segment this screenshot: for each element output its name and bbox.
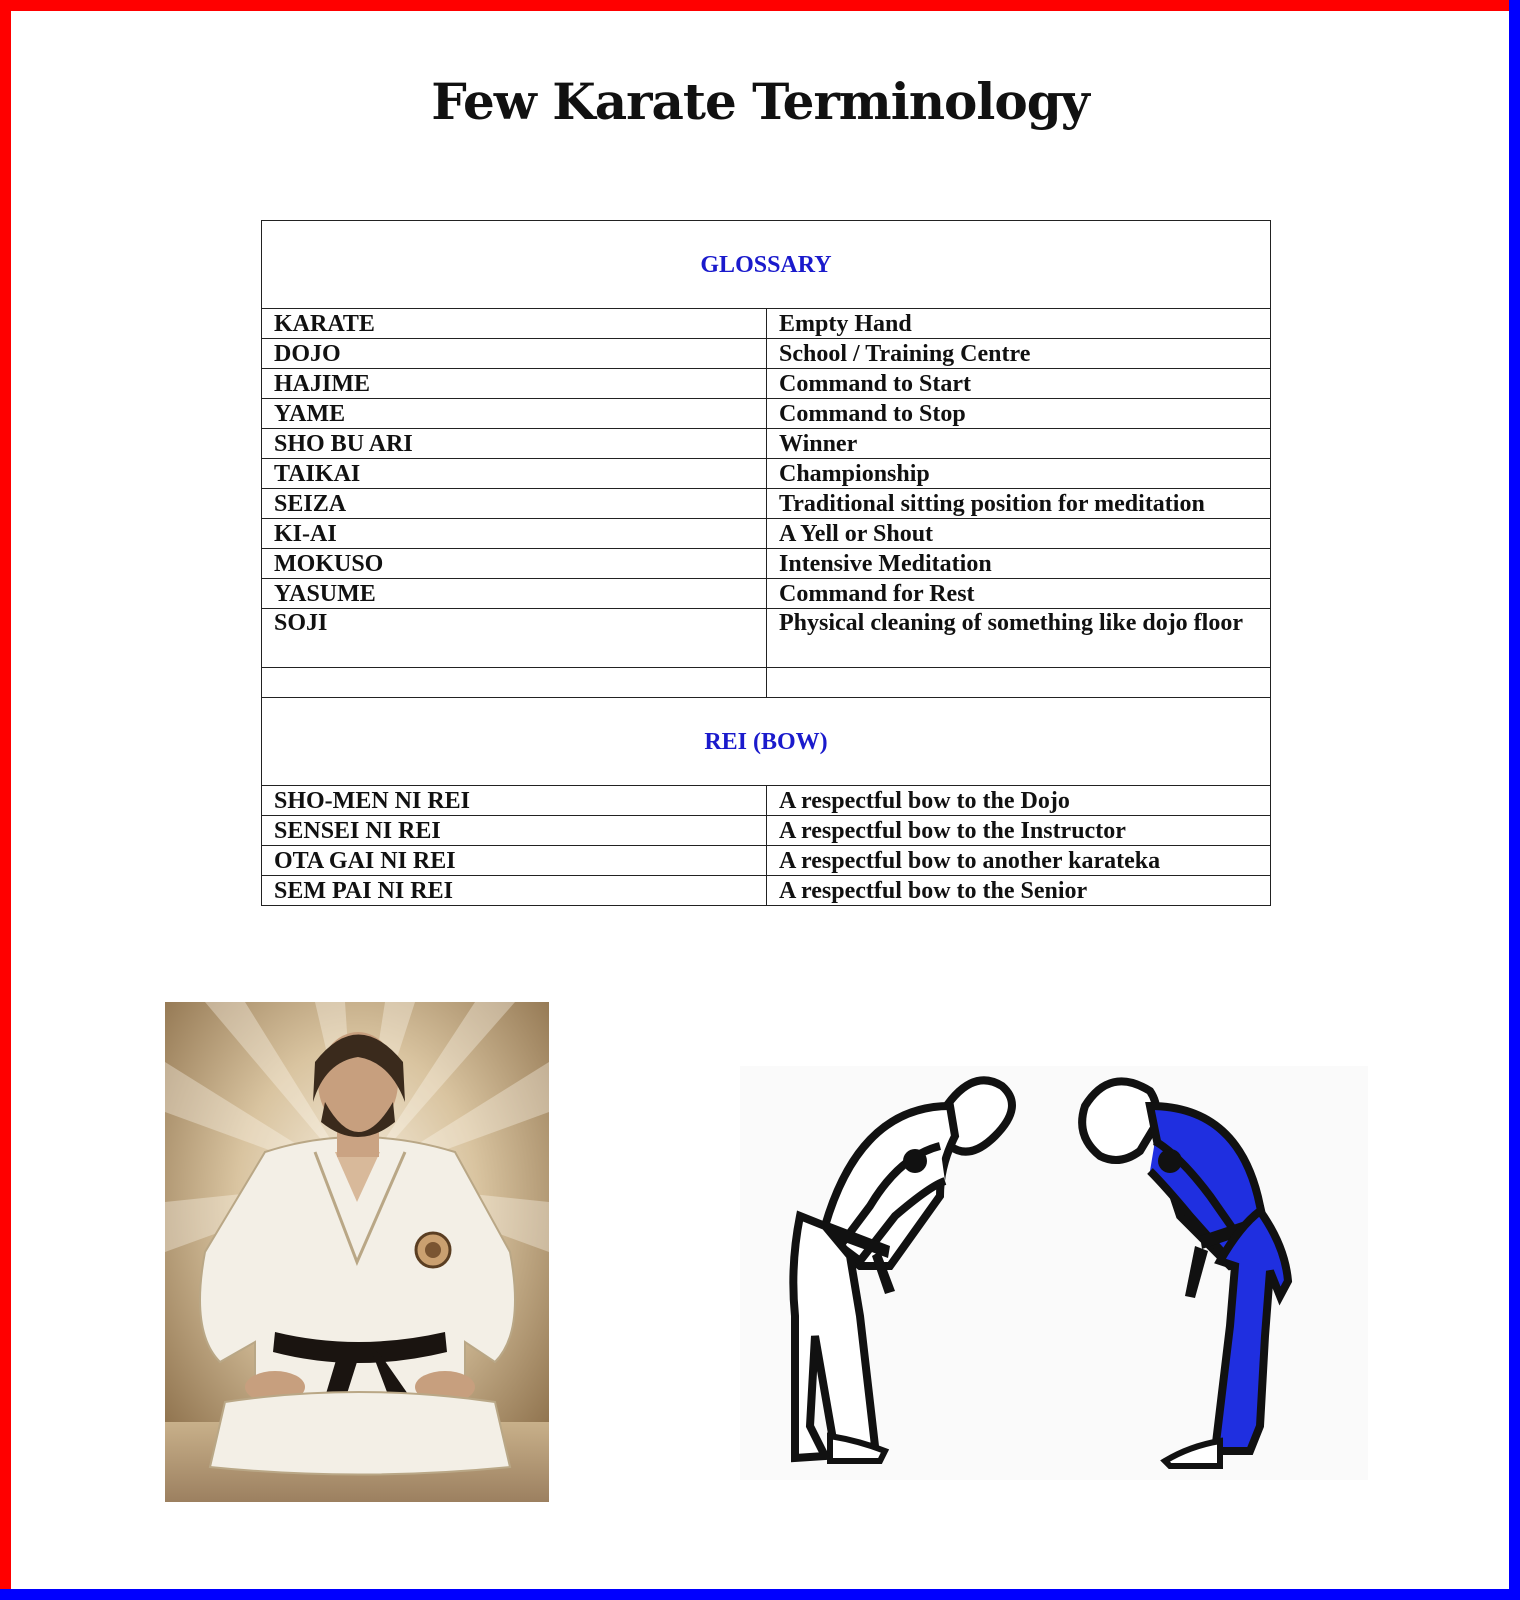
rei-heading: REI (BOW) — [262, 698, 1271, 786]
meaning-cell: Command to Stop — [767, 399, 1271, 429]
meaning-cell: Winner — [767, 429, 1271, 459]
table-row — [262, 489, 1271, 519]
right-bowing-figure — [1082, 1081, 1288, 1466]
term-cell: SOJI — [262, 609, 767, 668]
border-right-blue — [1509, 0, 1520, 1600]
meaning-cell: Command to Start — [767, 369, 1271, 399]
left-bowing-figure — [793, 1080, 1012, 1461]
table-row — [262, 816, 1271, 846]
table-row — [262, 309, 1271, 339]
meaning-cell: Intensive Meditation — [767, 549, 1271, 579]
table-row — [262, 609, 1271, 668]
term-cell: DOJO — [262, 339, 767, 369]
meaning-cell: Traditional sitting position for meditation — [767, 489, 1271, 519]
term-cell: SHO-MEN NI REI — [262, 786, 767, 816]
table-row — [262, 579, 1271, 609]
glossary-heading-row — [262, 221, 1271, 309]
term-cell: KARATE — [262, 309, 767, 339]
term-cell: SHO BU ARI — [262, 429, 767, 459]
table-row — [262, 549, 1271, 579]
page-title: Few Karate Terminology — [431, 72, 1089, 131]
border-bottom-blue — [0, 1589, 1520, 1600]
empty-row — [262, 668, 1271, 698]
meaning-cell: A respectful bow to the Dojo — [767, 786, 1271, 816]
table-row — [262, 876, 1271, 906]
meaning-cell: A respectful bow to the Senior — [767, 876, 1271, 906]
term-cell: MOKUSO — [262, 549, 767, 579]
term-cell: SEIZA — [262, 489, 767, 519]
meaning-cell: Championship — [767, 459, 1271, 489]
term-cell: YAME — [262, 399, 767, 429]
meaning-cell: A respectful bow to the Instructor — [767, 816, 1271, 846]
term-cell: SENSEI NI REI — [262, 816, 767, 846]
bowing-figures-illustration — [740, 1066, 1368, 1480]
meaning-cell: School / Training Centre — [767, 339, 1271, 369]
border-left-red — [0, 0, 11, 1600]
term-cell: SEM PAI NI REI — [262, 876, 767, 906]
meaning-cell: Command for Rest — [767, 579, 1271, 609]
empty-cell — [262, 668, 767, 698]
table-row — [262, 369, 1271, 399]
meaning-cell: A Yell or Shout — [767, 519, 1271, 549]
glossary-heading: GLOSSARY — [262, 221, 1271, 309]
term-cell: KI-AI — [262, 519, 767, 549]
meaning-cell: Empty Hand — [767, 309, 1271, 339]
table-row — [262, 846, 1271, 876]
term-cell: YASUME — [262, 579, 767, 609]
table-row — [262, 519, 1271, 549]
table-row — [262, 429, 1271, 459]
seiza-photo — [165, 1002, 549, 1502]
rei-heading-row — [262, 698, 1271, 786]
term-cell: OTA GAI NI REI — [262, 846, 767, 876]
meaning-cell: Physical cleaning of something like dojo floor — [767, 609, 1271, 668]
border-top-red — [0, 0, 1520, 11]
table-row — [262, 459, 1271, 489]
term-cell: TAIKAI — [262, 459, 767, 489]
empty-cell — [767, 668, 1271, 698]
table-row — [262, 399, 1271, 429]
glossary-table — [261, 220, 1271, 906]
term-cell: HAJIME — [262, 369, 767, 399]
table-row — [262, 339, 1271, 369]
meaning-cell: A respectful bow to another karateka — [767, 846, 1271, 876]
table-row — [262, 786, 1271, 816]
